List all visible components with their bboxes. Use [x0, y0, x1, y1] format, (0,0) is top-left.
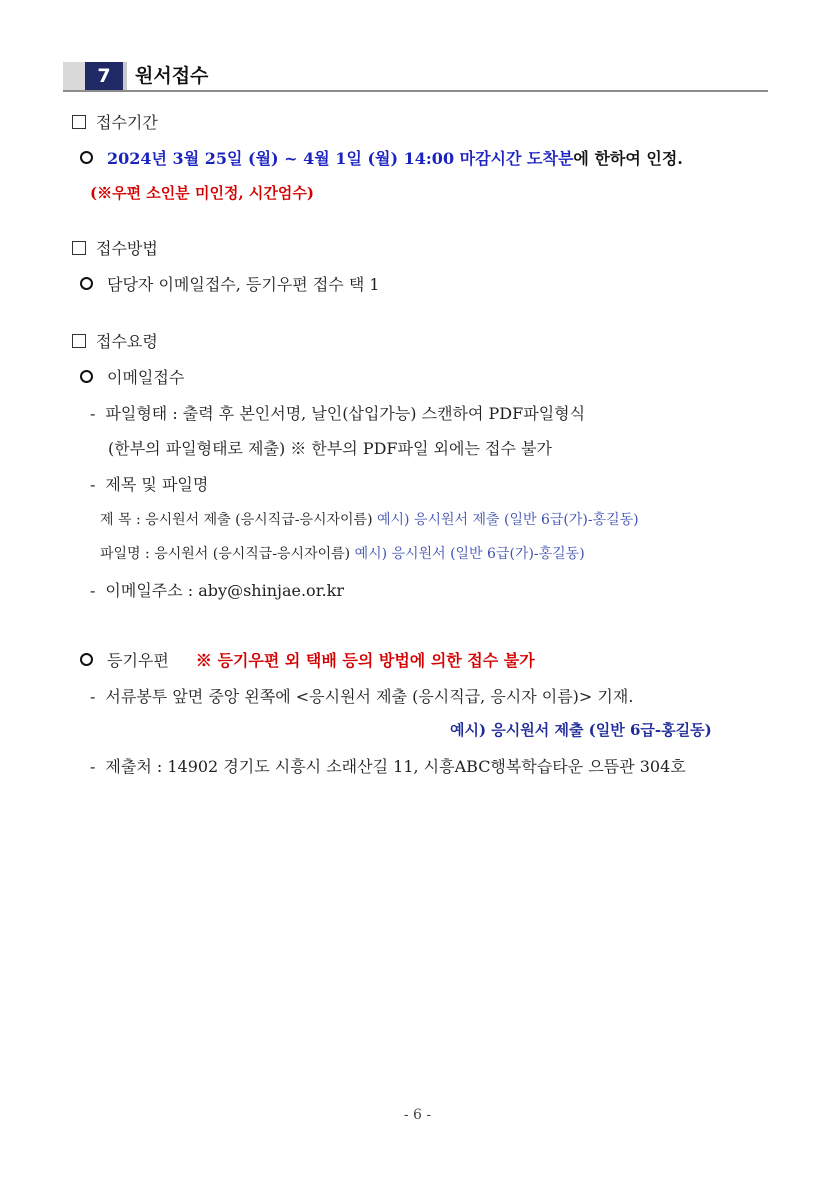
post-envelope-example: 예시) 응시원서 제출 (일반 6급-홍길동): [450, 721, 712, 739]
email-filename-row: [100, 543, 585, 563]
email-address: - 이메일주소 : aby@shinjae.or.kr: [90, 581, 345, 600]
section-title: 원서접수: [135, 65, 209, 87]
post-label: 등기우편: [107, 651, 169, 670]
period-date: 2024년 3월 25일 (월) ~ 4월 1일 (월) 14:00 마감시간 도착분: [107, 149, 574, 168]
email-title-filename: - 제목 및 파일명: [90, 475, 209, 494]
email-subject-row: [100, 509, 639, 529]
method-heading-label: 접수방법: [96, 239, 158, 258]
circle-bullet-icon: [80, 277, 93, 290]
header-underline: [63, 90, 768, 92]
checkbox-square-icon: [72, 241, 86, 255]
post-warning: ※ 등기우편 외 택배 등의 방법에 의한 접수 불가: [195, 651, 535, 670]
email-format-line2: (한부의 파일형태로 제출) ※ 한부의 PDF파일 외에는 접수 불가: [108, 439, 552, 458]
period-date-suffix: 에 한하여 인정.: [573, 149, 683, 168]
period-note: (※우편 소인분 미인정, 시간엄수): [90, 184, 314, 202]
checkbox-square-icon: [72, 115, 86, 129]
section-header: [63, 62, 768, 90]
method-item: [80, 272, 380, 295]
email-label: 이메일접수: [107, 368, 185, 387]
page-number: - 6 -: [403, 1107, 432, 1123]
header-accent-bar: [123, 62, 127, 90]
guide-heading-label: 접수요령: [96, 332, 158, 351]
subject-label: 제 목 : 응시원서 제출 (응시직급-응시자이름): [100, 512, 373, 528]
period-heading-label: 접수기간: [96, 113, 158, 132]
header-gray-block: [63, 62, 85, 90]
email-item: [80, 365, 184, 388]
period-heading: [72, 110, 158, 133]
period-item: [80, 146, 683, 169]
method-heading: [72, 236, 158, 259]
circle-bullet-icon: [80, 151, 93, 164]
checkbox-square-icon: [72, 334, 86, 348]
circle-bullet-icon: [80, 370, 93, 383]
subject-example: 예시) 응시원서 제출 (일반 6급(가)-홍길동): [376, 512, 639, 528]
filename-label: 파일명 : 응시원서 (응시직급-응시자이름): [100, 546, 351, 562]
email-format-line1: - 파일형태 : 출력 후 본인서명, 날인(삽입가능) 스캔하여 PDF파일형식: [90, 404, 586, 423]
circle-bullet-icon: [80, 653, 93, 666]
post-item: [80, 648, 535, 671]
filename-example: 예시) 응시원서 (일반 6급(가)-홍길동): [354, 546, 585, 562]
guide-heading: [72, 329, 158, 352]
method-item-text: 담당자 이메일접수, 등기우편 접수 택 1: [107, 275, 380, 294]
section-number: 7: [85, 62, 123, 90]
post-destination: - 제출처 : 14902 경기도 시흥시 소래산길 11, 시흥ABC행복학습타운 으뜸관 304호: [90, 757, 686, 776]
post-envelope: - 서류봉투 앞면 중앙 왼쪽에 <응시원서 제출 (응시직급, 응시자 이름)> 기재.: [90, 687, 634, 706]
